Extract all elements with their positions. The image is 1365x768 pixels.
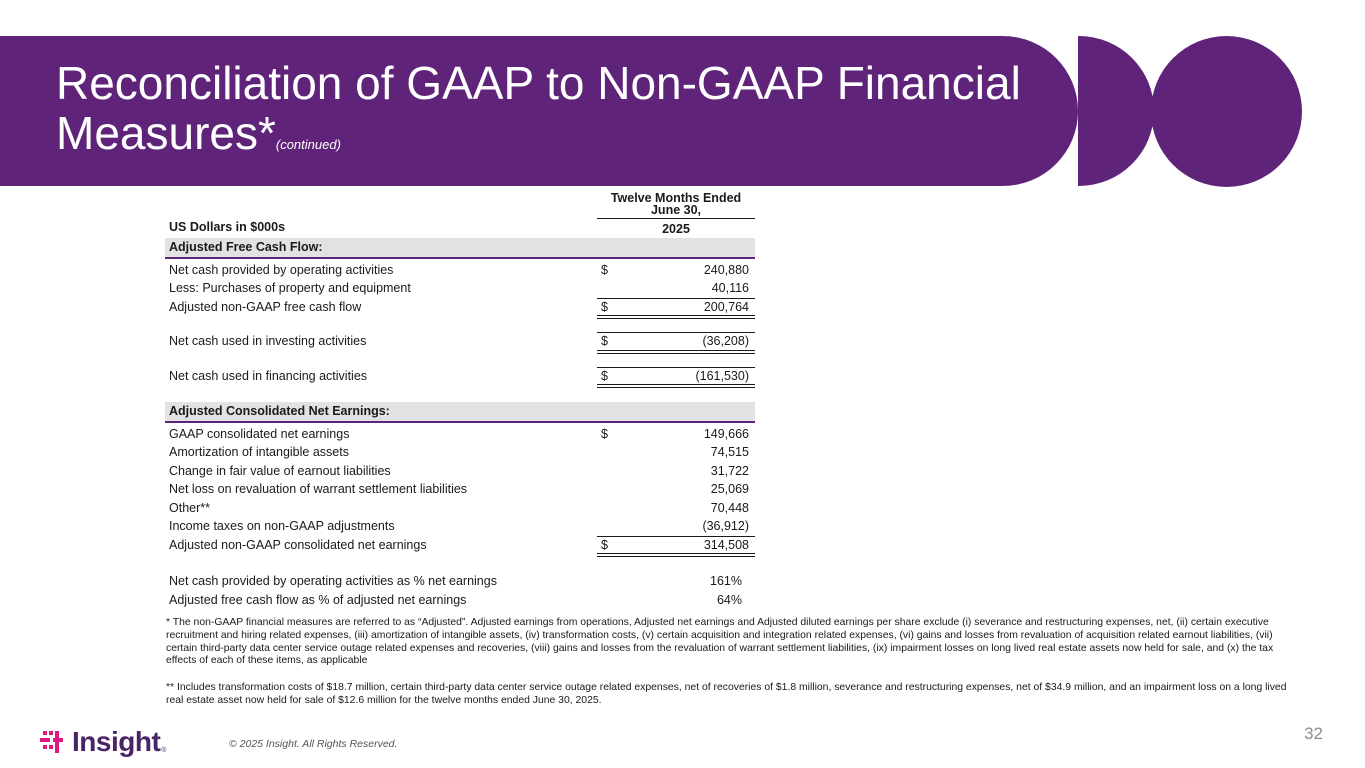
row-value: 161% — [710, 574, 742, 588]
section-header-net-earnings — [165, 402, 755, 423]
total-double-rule — [597, 384, 755, 388]
row-label: Net cash provided by operating activities — [169, 262, 394, 277]
section-label: Adjusted Consolidated Net Earnings: — [169, 404, 390, 418]
table-row-total — [165, 298, 755, 317]
currency-symbol: $ — [601, 299, 608, 314]
footnote-1: * The non-GAAP financial measures are referred to as “Adjusted”. Adjusted earnings from operations, Adjusted net earnings and Adjusted diluted earnings per share exclude (i) severance and restructuring expenses, net, (ii) certain executive recruitment and hiring related expenses, (iii) amortization of intangible assets, (iv) transformation costs, (v) certain acquisition and integration related expenses, (vi) gains and losses from revaluation of acquisition related earnout liabilities, (vii) certain third-party data center service outage related expenses and recoveries, (viii) gains and losses from the revaluation of warrant settlement liabilities, (ix) impairment losses on long lived real estate assets now held for sale, and (x) the tax effects of each of these items, as applicable — [166, 617, 1274, 667]
row-value: 31,722 — [710, 463, 749, 478]
row-value: 70,448 — [710, 500, 749, 515]
units-label: US Dollars in $000s — [169, 220, 286, 234]
currency-symbol: $ — [601, 426, 608, 441]
table-row — [165, 517, 755, 536]
row-label: Amortization of intangible assets — [169, 445, 349, 459]
currency-symbol: $ — [601, 537, 608, 552]
row-label: GAAP consolidated net earnings — [169, 426, 350, 441]
row-value: (36,208) — [702, 334, 749, 348]
table-row — [165, 462, 755, 481]
slide-title — [56, 58, 1066, 170]
section-header-free-cash-flow — [165, 238, 755, 259]
total-double-rule — [597, 553, 755, 557]
year-header: 2025 — [662, 222, 690, 236]
table-row — [165, 261, 755, 280]
row-label: Adjusted non-GAAP consolidated net earnings — [169, 537, 427, 552]
period-header-rule — [597, 218, 755, 219]
row-value: (161,530) — [695, 368, 749, 383]
row-label: Net cash used in financing activities — [169, 368, 368, 383]
table-row — [165, 279, 755, 298]
row-value: 200,764 — [703, 299, 749, 314]
copyright: © 2025 Insight. All Rights Reserved. — [229, 738, 398, 750]
footnote-2: ** Includes transformation costs of $18.7 million, certain third-party data center service outage related expenses, net of recoveries of $1.8 million, severance and restructuring expenses, net of $34.9 million, and an impairment loss on a long lived real estate asset now held for sale of $12.6 million for the twelve months ended June 30, 2025. — [166, 682, 1287, 706]
row-label: Other** — [169, 500, 210, 515]
row-label: Net cash used in investing activities — [169, 334, 367, 348]
period-header: Twelve Months Ended June 30, — [610, 191, 742, 217]
table-row — [165, 499, 755, 518]
insight-logo — [40, 726, 166, 758]
row-label: Less: Purchases of property and equipment — [169, 281, 411, 295]
row-value: 240,880 — [703, 262, 749, 277]
registered-mark: ® — [161, 747, 167, 754]
total-double-rule — [597, 315, 755, 319]
table-row-ratio — [165, 572, 755, 591]
table-row-financing — [165, 367, 755, 386]
table-header — [165, 190, 755, 238]
row-label: Net loss on revaluation of warrant settlement liabilities — [169, 482, 468, 496]
currency-symbol: $ — [601, 368, 608, 383]
footnotes — [166, 617, 1301, 722]
row-value: 74,515 — [710, 445, 749, 459]
decorative-circle — [1151, 36, 1302, 187]
row-value: 64% — [716, 592, 742, 607]
slide-title-text: Reconciliation of GAAP to Non-GAAP Financial Measures* — [56, 57, 1021, 159]
table-row-investing — [165, 332, 755, 351]
row-value: 314,508 — [703, 537, 749, 552]
row-label: Adjusted non-GAAP free cash flow — [169, 299, 362, 314]
row-label: Adjusted free cash flow as % of adjusted net earnings — [169, 592, 467, 607]
row-label: Income taxes on non-GAAP adjustments — [169, 519, 395, 533]
row-label: Change in fair value of earnout liabilities — [169, 463, 391, 478]
currency-symbol: $ — [601, 334, 608, 348]
brand-name: Insight — [72, 726, 161, 757]
row-value: 40,116 — [711, 281, 749, 295]
section-label: Adjusted Free Cash Flow: — [169, 240, 323, 254]
row-label: Net cash provided by operating activities as % net earnings — [169, 574, 497, 588]
slide-title-suffix: (continued) — [275, 137, 341, 152]
reconciliation-table — [165, 190, 755, 609]
table-row — [165, 480, 755, 499]
table-row — [165, 425, 755, 444]
table-row-ratio — [165, 591, 755, 610]
table-row — [165, 443, 755, 462]
page-number: 32 — [1304, 724, 1323, 743]
decorative-half-circle — [1078, 36, 1154, 186]
insight-logo-icon — [40, 729, 66, 755]
row-value: (36,912) — [702, 519, 749, 533]
row-value: 149,666 — [703, 426, 749, 441]
currency-symbol: $ — [601, 262, 608, 277]
table-row-total — [165, 536, 755, 555]
row-value: 25,069 — [710, 482, 749, 496]
total-double-rule — [597, 350, 755, 354]
